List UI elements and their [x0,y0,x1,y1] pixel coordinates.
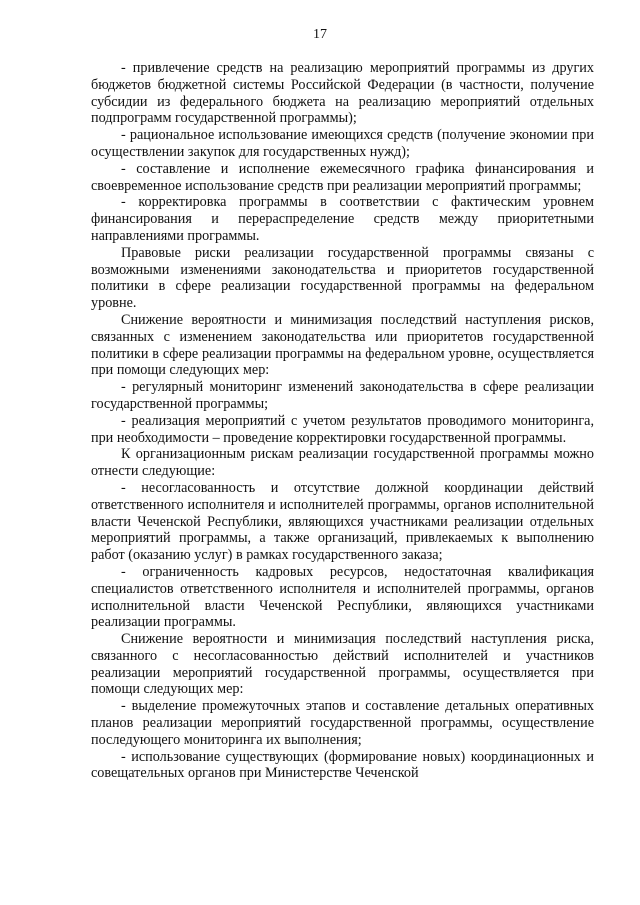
paragraph: - привлечение средств на реализацию мероприятий программы из других бюджетов бюджетной системы Российской Федерации (в частности, получение субсидии из федерального бюджета на реализацию мероприятий отдельных подпрограмм государственной программы); [91,60,594,127]
paragraph: - рациональное использование имеющихся средств (получение экономии при осуществлении закупок для государственных нужд); [91,127,594,160]
page-number: 17 [313,27,327,42]
paragraph: - выделение промежуточных этапов и составление детальных оперативных планов реализации мероприятий государственной программы, осуществление последующего мониторинга их выполнения; [91,698,594,748]
paragraph: - составление и исполнение ежемесячного графика финансирования и своевременное использование средств при реализации мероприятий программы; [91,160,594,194]
paragraph: - корректировка программы в соответствии с фактическим уровнем финансирования и перераспределение средств между приоритетными направлениями программы. [91,194,594,244]
paragraph: Снижение вероятности и минимизация последствий наступления рисков, связанных с изменением законодательства или приоритетов государственной политики в сфере реализации программы на федеральном уровне, осуществляется при помощи следующих мер: [91,311,594,379]
paragraph: К организационным рискам реализации государственной программы можно отнести следующие: [91,446,594,480]
document-body [91,60,594,782]
paragraph: Правовые риски реализации государственной программы связаны с возможными изменениями законодательства и приоритетов государственной политики в сфере реализации государственной программы на федеральном уровне. [91,244,594,312]
paragraph: Снижение вероятности и минимизация последствий наступления риска, связанного с несогласованностью действий исполнителей и участников реализации мероприятий государственной программы, осуществляется при помощи следующих мер: [91,631,594,698]
paragraph: - ограниченность кадровых ресурсов, недостаточная квалификация специалистов ответственного исполнителя и исполнителей программы, органов исполнительной власти Чеченской Республики, являющихся участниками реализации программы. [91,563,594,631]
paragraph: - использование существующих (формирование новых) координационных и совещательных органов при Министерстве Чеченской [91,748,594,782]
paragraph: - несогласованность и отсутствие должной координации действий ответственного исполнителя и исполнителей программы, органов исполнительной власти Чеченской Республики, являющихся участниками реализации отдельных мероприятий программы, а также организаций, привлекаемых к выполнению работ (оказанию услуг) в рамках государственного заказа; [91,479,594,564]
paragraph: - регулярный мониторинг изменений законодательства в сфере реализации государственной программы; [91,379,594,412]
paragraph: - реализация мероприятий с учетом результатов проводимого мониторинга, при необходимости – проведение корректировки государственной программы. [91,412,594,446]
